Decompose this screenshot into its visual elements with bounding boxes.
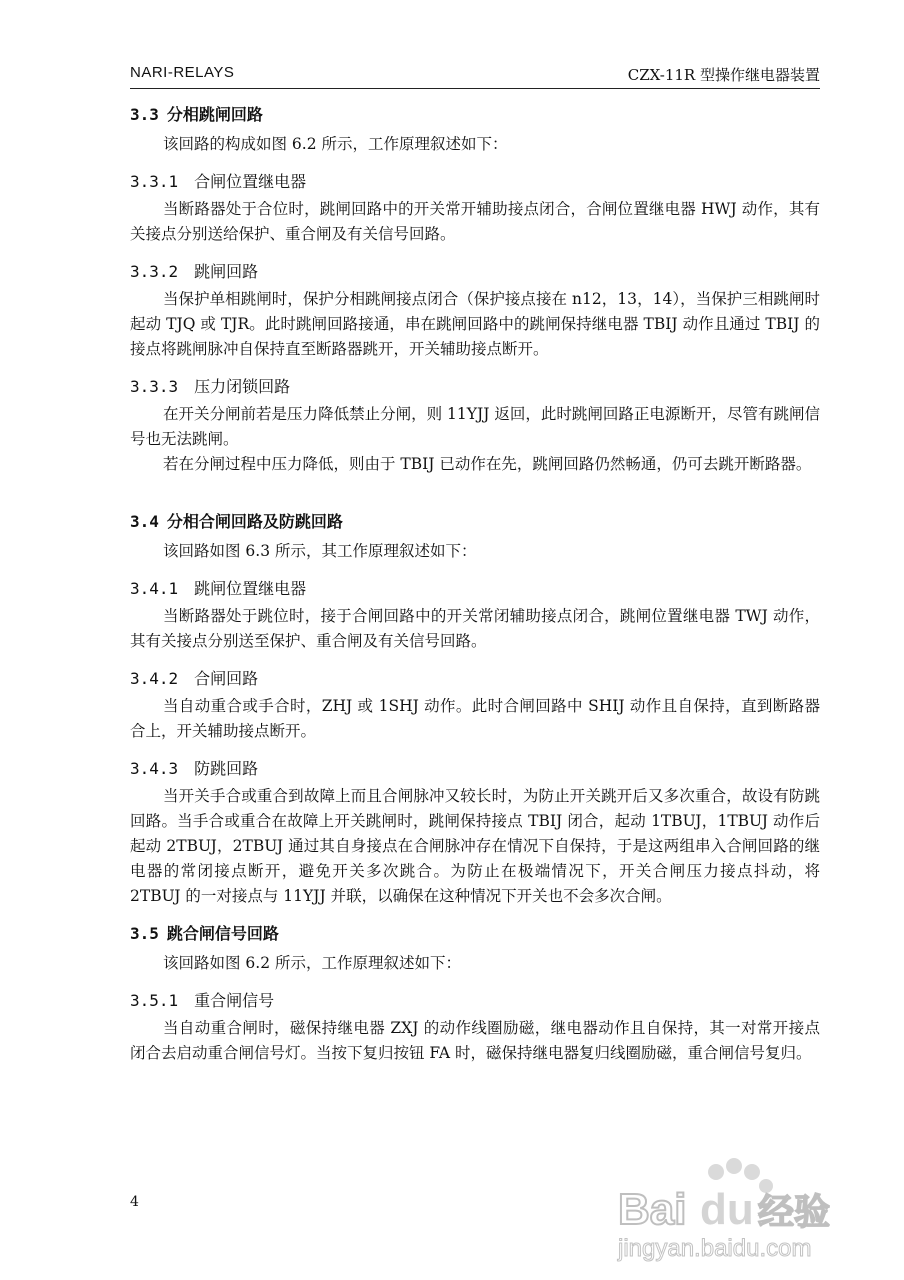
subsection-heading: 3.4.3 防跳回路 <box>130 759 259 778</box>
page-number: 4 <box>130 1194 139 1210</box>
paragraph: 当自动重合或手合时，ZHJ 或 1SHJ 动作。此时合闸回路中 SHIJ 动作且自保持，直到断路器合上，开关辅助接点断开。 <box>130 697 820 740</box>
section-heading: 3.5 跳合闸信号回路 <box>130 924 279 943</box>
subsection-heading: 3.3.1 合闸位置继电器 <box>130 172 307 191</box>
paragraph: 若在分闸过程中压力降低，则由于 TBIJ 已动作在先，跳闸回路仍然畅通，仍可去跳开断路器。 <box>163 455 812 473</box>
svg-text:jingyan.baidu.com: jingyan.baidu.com <box>618 1235 812 1262</box>
paragraph: 该回路如图 6.2 所示，工作原理叙述如下： <box>163 954 462 972</box>
section-heading: 3.4 分相合闸回路及防跳回路 <box>130 512 343 531</box>
subsection-heading: 3.5.1 重合闸信号 <box>130 991 275 1010</box>
paragraph: 在开关分闸前若是压力降低禁止分闸，则 11YJJ 返回，此时跳闸回路正电源断开，尽管有跳闸信号也无法跳闸。 <box>130 405 820 448</box>
page-header <box>130 64 820 89</box>
subsection-heading: 3.3.3 压力闭锁回路 <box>130 377 291 396</box>
document-body <box>130 100 820 1066</box>
paragraph: 当断路器处于跳位时，接于合闸回路中的开关常闭辅助接点闭合，跳闸位置继电器 TWJ 动作，其有关接点分别送至保护、重合闸及有关信号回路。 <box>130 607 820 650</box>
baidu-jingyan-watermark <box>588 1156 888 1266</box>
svg-text:du: du <box>700 1185 754 1234</box>
header-document-title: CZX-11R 型操作继电器装置 <box>627 66 820 84</box>
paragraph: 当开关手合或重合到故障上而且合闸脉冲又较长时，为防止开关跳开后又多次重合，故设有防跳回路。当手合或重合在故障上开关跳闸时，跳闸保持接点 TBIJ 闭合，起动 1TBUJ，1TBUJ 动作后起动 2TBUJ，2TBUJ 通过其自身接点在合闸脉冲存在情况下自保持，于是这两组串入合闸回路的继电器的常闭接点断开，避免开关多次跳合。为防止在极端情况下，开关合闸压力接点抖动，将 2TBUJ 的一对接点与 11YJJ 并联，以确保在这种情况下开关也不会多次合闸。 <box>130 787 820 905</box>
paragraph: 该回路如图 6.3 所示，其工作原理叙述如下： <box>163 542 477 560</box>
section-heading: 3.3 分相跳闸回路 <box>130 105 263 124</box>
header-company: NARI-RELAYS <box>130 64 235 81</box>
svg-text:Bai: Bai <box>618 1185 687 1234</box>
paragraph: 当保护单相跳闸时，保护分相跳闸接点闭合（保护接点接在 n12，13，14），当保护三相跳闸时起动 TJQ 或 TJR。此时跳闸回路接通，串在跳闸回路中的跳闸保持继电器 TBIJ 动作且通过 TBIJ 的接点将跳闸脉冲自保持直至断路器跳开，开关辅助接点断开。 <box>130 290 820 358</box>
svg-text:经验: 经验 <box>758 1192 831 1233</box>
subsection-heading: 3.4.2 合闸回路 <box>130 669 259 688</box>
paragraph: 该回路的构成如图 6.2 所示，工作原理叙述如下： <box>163 135 508 153</box>
paragraph: 当自动重合闸时，磁保持继电器 ZXJ 的动作线圈励磁，继电器动作且自保持，其一对常开接点闭合去启动重合闸信号灯。当按下复归按钮 FA 时，磁保持继电器复归线圈励磁，重合闸信号复归。 <box>130 1019 820 1062</box>
paragraph: 当断路器处于合位时，跳闸回路中的开关常开辅助接点闭合，合闸位置继电器 HWJ 动作，其有关接点分别送给保护、重合闸及有关信号回路。 <box>130 200 820 243</box>
subsection-heading: 3.4.1 跳闸位置继电器 <box>130 579 307 598</box>
subsection-heading: 3.3.2 跳闸回路 <box>130 262 259 281</box>
